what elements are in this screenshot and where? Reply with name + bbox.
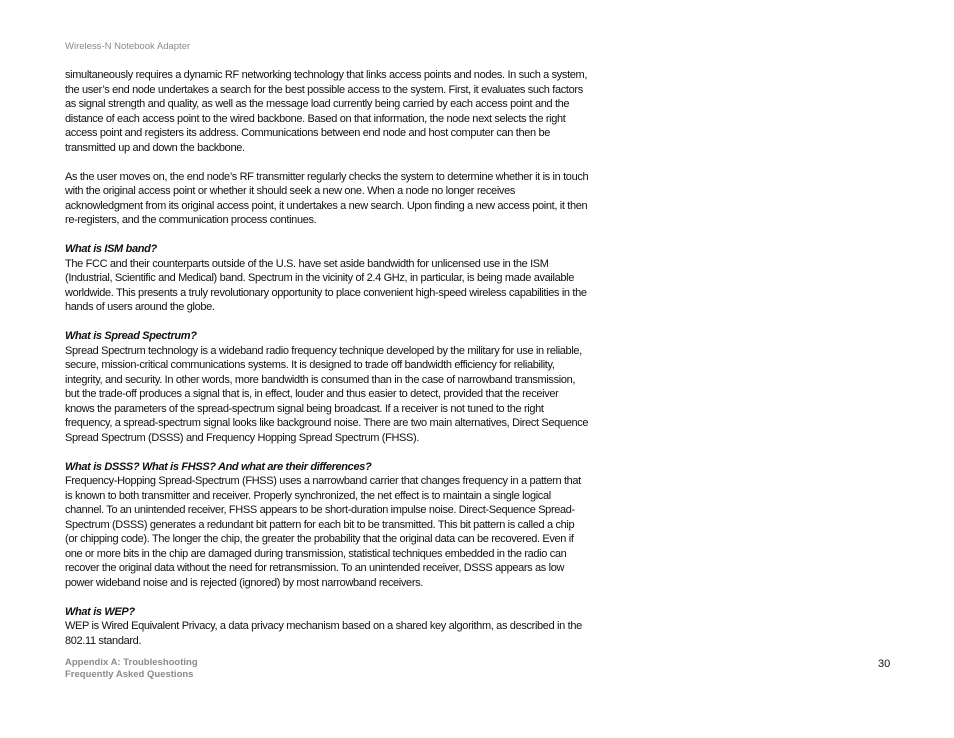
faq-answer: The FCC and their counterparts outside of the U.S. have set aside bandwidth for unlicensed use in the ISM (Industrial, Scientific and Medical) band. Spectrum in the vicinity of 2.4 GHz, in particular, is being made available worldwide. This presents a truly revolutionary opportunity to place convenient high-speed wireless capabilities in the hands of users around the globe. xyxy=(65,257,587,313)
intro-paragraph: As the user moves on, the end node’s RF transmitter regularly checks the system to determine whether it is in touch with the original access point or whether it should seek a new one. When a node no longer receives acknowledgment from its original access point, it undertakes a new search. Upon finding a new access point, it then re-registers, and the communication process continues. xyxy=(65,170,589,226)
faq-item-spread-spectrum xyxy=(65,329,589,445)
faq-question: What is DSSS? What is FHSS? And what are their differences? xyxy=(65,460,372,473)
footer-section-title: Appendix A: Troubleshooting xyxy=(65,657,198,668)
faq-question: What is ISM band? xyxy=(65,243,157,255)
faq-item-wep xyxy=(65,605,589,649)
intro-paragraph: simultaneously requires a dynamic RF networking technology that links access points and nodes. In such a system, the user’s end node undertakes a search for the best possible access to the system. First, it evaluates such factors as signal strength and quality, as well as the message load currently being carried by each access point and the distance of each access point to the wired backbone. Based on that information, the node next selects the right access point and registers its address. Communications between end node and host computer can then be transmitted up and down the backbone. xyxy=(65,69,588,154)
faq-answer: Spread Spectrum technology is a wideband radio frequency technique developed by the military for use in reliable, secure, mission-critical communications systems. It is designed to trade off bandwidth efficiency for reliability, integrity, and security. In other words, more bandwidth is consumed than in the case of narrowband transmission, but the trade-off produces a signal that is, in effect, louder and thus easier to detect, provided that the receiver knows the parameters of the spread-spectrum signal being broadcast. If a receiver is not tuned to the right frequency, a spread-spectrum signal looks like background noise. There are two main alternatives, Direct Sequence Spread Spectrum (DSSS) and Frequency Hopping Spread Spectrum (FHSS). xyxy=(65,344,589,444)
page-body xyxy=(65,68,589,648)
running-header: Wireless-N Notebook Adapter xyxy=(65,41,191,52)
faq-item-ism-band xyxy=(65,242,589,315)
faq-question: What is Spread Spectrum? xyxy=(65,330,197,342)
page-number: 30 xyxy=(878,658,891,670)
footer-subsection-title: Frequently Asked Questions xyxy=(65,669,194,680)
faq-question: What is WEP? xyxy=(65,605,135,618)
faq-answer: WEP is Wired Equivalent Privacy, a data privacy mechanism based on a shared key algorithm, as described in the 802.11 standard. xyxy=(65,620,582,647)
faq-answer: Frequency-Hopping Spread-Spectrum (FHSS) uses a narrowband carrier that changes frequency in a pattern that is known to both transmitter and receiver. Properly synchronized, the net effect is to maintain a single logical channel. To an unintended receiver, FHSS appears to be short-duration impulse noise. Direct-Sequence Spread-Spectrum (DSSS) generates a redundant bit pattern for each bit to be transmitted. This bit pattern is called a chip (or chipping code). The longer the chip, the greater the probability that the original data can be recovered. Even if one or more bits in the chip are damaged during transmission, statistical techniques embedded in the radio can recover the original data without the need for retransmission. To an unintended receiver, DSSS appears as low power wideband noise and is rejected (ignored) by most narrowband receivers. xyxy=(65,475,581,589)
page-footer xyxy=(65,657,198,681)
faq-item-dsss-fhss xyxy=(65,460,589,591)
